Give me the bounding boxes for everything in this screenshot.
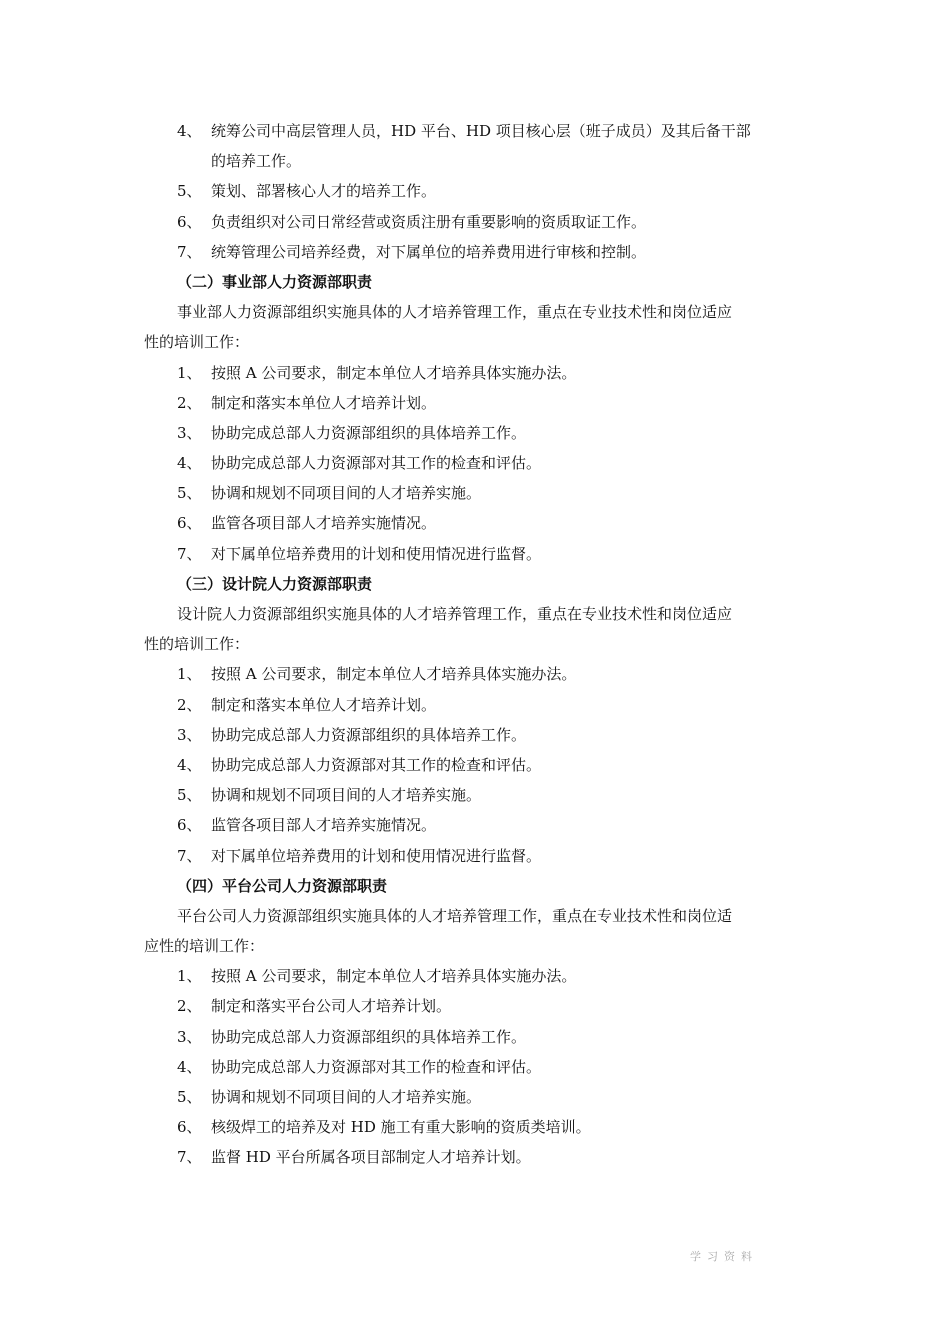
paragraph <box>0 297 950 327</box>
list-item <box>0 750 950 780</box>
item-number: 4、 <box>177 755 202 774</box>
list-item <box>0 1112 950 1142</box>
item-number: 4、 <box>177 454 202 473</box>
item-number: 5、 <box>177 786 202 805</box>
paragraph <box>0 599 950 629</box>
item-text: 协调和规划不同项目间的人才培养实施。 <box>211 786 482 805</box>
item-number: 5、 <box>177 484 202 503</box>
item-number: 7、 <box>177 544 202 563</box>
item-number: 1、 <box>177 363 202 382</box>
item-number: 2、 <box>177 695 202 714</box>
item-text: 负责组织对公司日常经营或资质注册有重要影响的资质取证工作。 <box>211 212 647 231</box>
item-text: 核级焊工的培养及对 HD 施工有重大影响的资质类培训。 <box>211 1118 591 1137</box>
item-number: 1、 <box>177 665 202 684</box>
page-footer: 学习资料 <box>690 1250 758 1263</box>
paragraph-text-cont: 性的培训工作： <box>144 635 250 654</box>
section-heading <box>0 267 950 297</box>
item-text: 协助完成总部人力资源部组织的具体培养工作。 <box>211 725 527 744</box>
list-item <box>0 1052 950 1082</box>
item-text: 监督 HD 平台所属各项目部制定人才培养计划。 <box>211 1148 531 1167</box>
list-item <box>0 116 950 146</box>
item-number: 7、 <box>177 1148 202 1167</box>
item-text: 制定和落实本单位人才培养计划。 <box>211 695 437 714</box>
list-item <box>0 961 950 991</box>
list-item <box>0 991 950 1021</box>
item-text: 协调和规划不同项目间的人才培养实施。 <box>211 1088 482 1106</box>
item-text: 对下属单位培养费用的计划和使用情况进行监督。 <box>211 846 542 865</box>
item-text: 按照 A 公司要求，制定本单位人才培养具体实施办法。 <box>211 665 577 684</box>
item-number: 6、 <box>177 514 202 533</box>
list-item <box>0 539 950 569</box>
list-item-continuation <box>0 146 950 176</box>
item-text: 监管各项目部人才培养实施情况。 <box>211 816 437 835</box>
list-item <box>0 207 950 237</box>
list-item <box>0 810 950 840</box>
item-text: 按照 A 公司要求，制定本单位人才培养具体实施办法。 <box>211 967 577 986</box>
list-item <box>0 780 950 810</box>
paragraph-continuation <box>0 931 950 961</box>
item-number: 7、 <box>177 242 202 261</box>
list-item <box>0 1022 950 1052</box>
item-text: 协助完成总部人力资源部对其工作的检查和评估。 <box>211 755 542 774</box>
section-heading-text: （二）事业部人力资源部职责 <box>177 272 373 291</box>
paragraph-text-cont: 应性的培训工作： <box>144 937 265 956</box>
item-number: 4、 <box>177 1057 202 1076</box>
item-number: 7、 <box>177 846 202 865</box>
list-item <box>0 176 950 206</box>
list-item <box>0 841 950 871</box>
list-item <box>0 720 950 750</box>
item-text: 统筹公司中高层管理人员，HD 平台、HD 项目核心层（班子成员）及其后备干部 <box>211 122 751 140</box>
item-text: 策划、部署核心人才的培养工作。 <box>211 182 437 201</box>
item-text: 统筹管理公司培养经费，对下属单位的培养费用进行审核和控制。 <box>211 242 647 261</box>
item-number: 3、 <box>177 423 202 442</box>
item-number: 5、 <box>177 182 202 201</box>
paragraph-text: 设计院人力资源部组织实施具体的人才培养管理工作，重点在专业技术性和岗位适应 <box>177 605 733 623</box>
section-heading-text: （三）设计院人力资源部职责 <box>177 574 373 593</box>
list-item <box>0 478 950 508</box>
section-heading-text: （四）平台公司人力资源部职责 <box>177 876 388 895</box>
item-text: 协助完成总部人力资源部组织的具体培养工作。 <box>211 1027 527 1046</box>
item-text: 制定和落实本单位人才培养计划。 <box>211 393 437 412</box>
list-item <box>0 358 950 388</box>
item-number: 5、 <box>177 1088 202 1106</box>
list-item <box>0 448 950 478</box>
paragraph-continuation <box>0 629 950 659</box>
paragraph-text: 平台公司人力资源部组织实施具体的人才培养管理工作，重点在专业技术性和岗位适 <box>177 906 733 925</box>
list-item <box>0 1142 950 1172</box>
item-text: 对下属单位培养费用的计划和使用情况进行监督。 <box>211 544 542 563</box>
paragraph-continuation <box>0 327 950 357</box>
item-text: 协助完成总部人力资源部对其工作的检查和评估。 <box>211 454 542 473</box>
item-text: 协助完成总部人力资源部组织的具体培养工作。 <box>211 423 527 442</box>
list-item <box>0 690 950 720</box>
list-item <box>0 418 950 448</box>
item-number: 6、 <box>177 212 202 231</box>
document-body <box>0 116 950 1173</box>
item-number: 1、 <box>177 967 202 986</box>
item-number: 6、 <box>177 816 202 835</box>
section-heading <box>0 569 950 599</box>
list-item <box>0 237 950 267</box>
list-item <box>0 1082 950 1112</box>
list-item <box>0 388 950 418</box>
paragraph-text: 事业部人力资源部组织实施具体的人才培养管理工作，重点在专业技术性和岗位适应 <box>177 303 733 322</box>
item-text: 协助完成总部人力资源部对其工作的检查和评估。 <box>211 1057 542 1076</box>
item-number: 2、 <box>177 997 202 1016</box>
list-item <box>0 659 950 689</box>
item-number: 6、 <box>177 1118 202 1137</box>
item-number: 4、 <box>177 122 202 140</box>
section-heading <box>0 871 950 901</box>
paragraph-text-cont: 性的培训工作： <box>144 333 250 352</box>
list-item <box>0 508 950 538</box>
item-text: 协调和规划不同项目间的人才培养实施。 <box>211 484 482 503</box>
item-text: 监管各项目部人才培养实施情况。 <box>211 514 437 533</box>
paragraph <box>0 901 950 931</box>
item-text-cont: 的培养工作。 <box>211 152 302 171</box>
item-number: 2、 <box>177 393 202 412</box>
item-text: 制定和落实平台公司人才培养计划。 <box>211 997 452 1016</box>
item-number: 3、 <box>177 1027 202 1046</box>
item-number: 3、 <box>177 725 202 744</box>
item-text: 按照 A 公司要求，制定本单位人才培养具体实施办法。 <box>211 363 577 382</box>
